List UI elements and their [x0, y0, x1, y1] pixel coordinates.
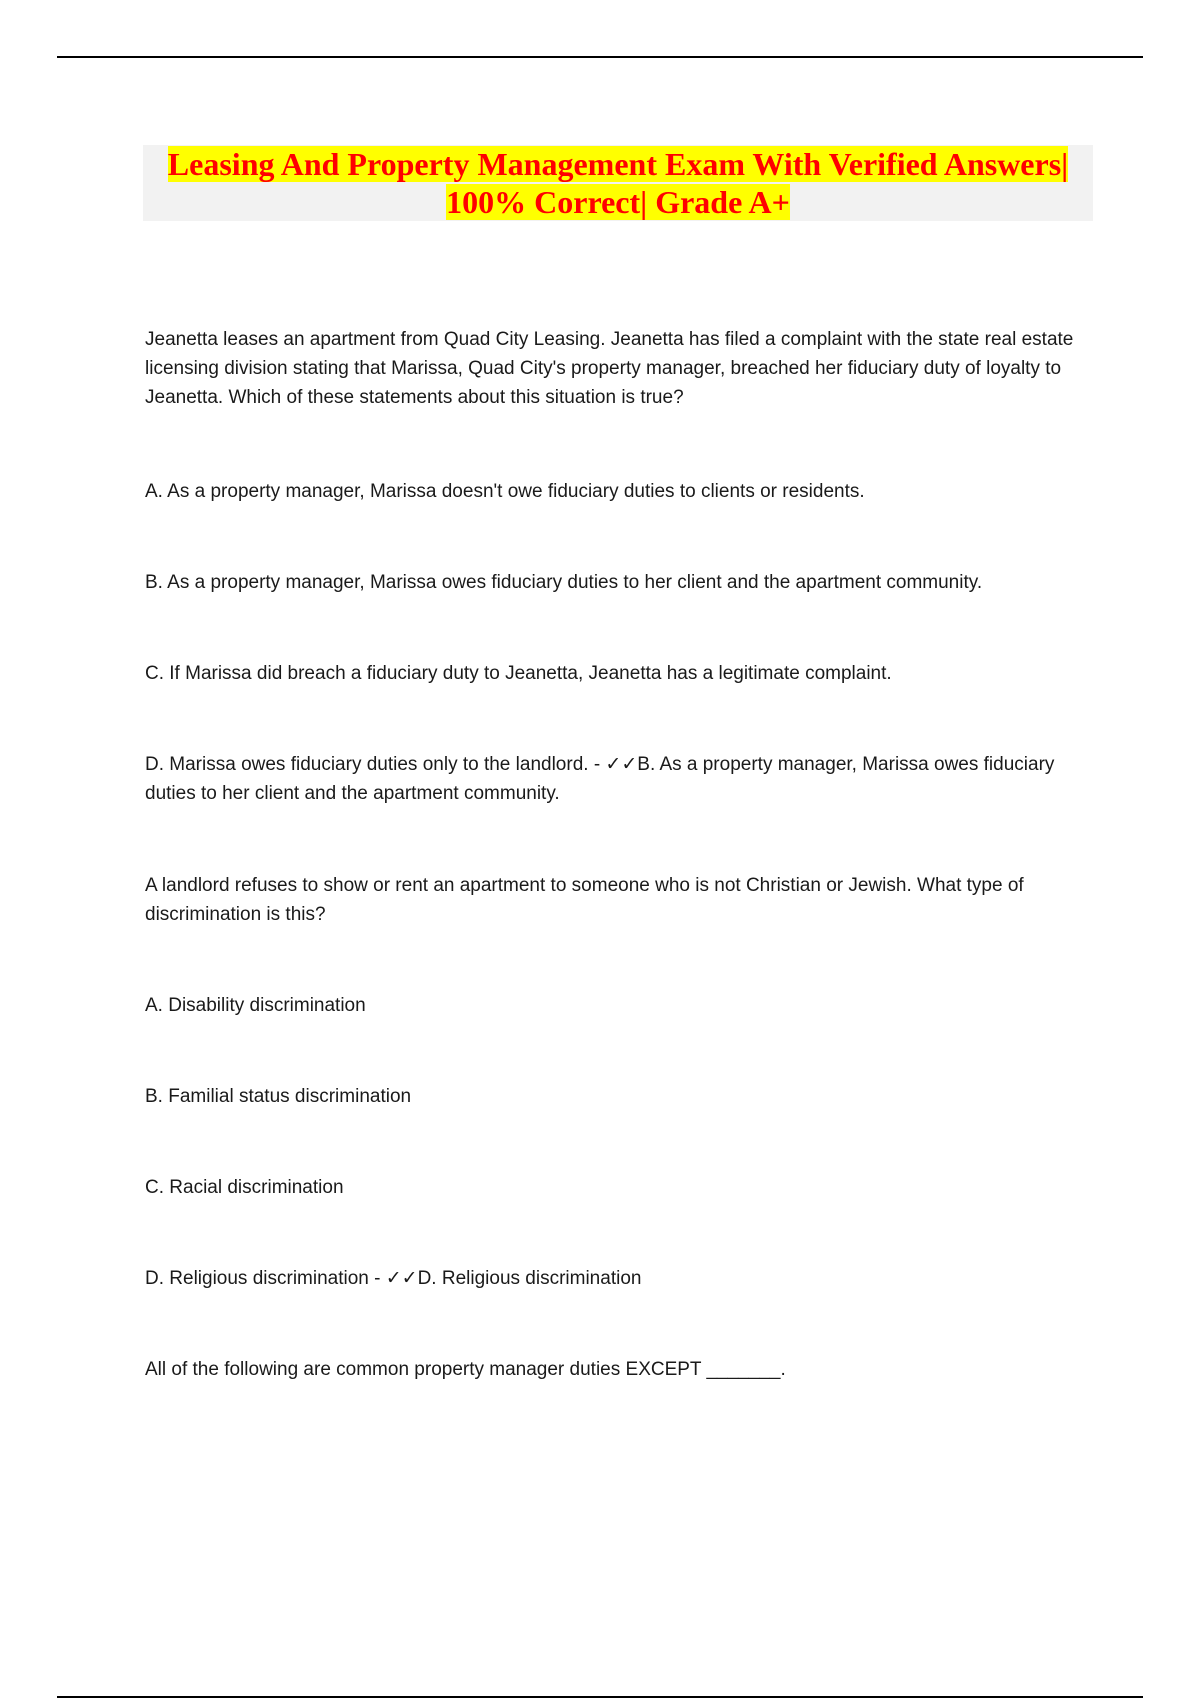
- top-rule: [57, 56, 1143, 58]
- question-2-option-d-answer: D. Religious discrimination - ✓✓D. Religious discrimination: [145, 1268, 642, 1289]
- question-2-option-b: B. Familial status discrimination: [145, 1086, 412, 1107]
- question-2-option-c: C. Racial discrimination: [145, 1177, 344, 1198]
- title-line-2: 100% Correct| Grade A+: [446, 184, 790, 220]
- question-1-option-d-answer: D. Marissa owes fiduciary duties only to the landlord. - ✓✓B. As a property manager, Marissa owes fiduciary duties to her client and the apartment community.: [145, 754, 1055, 804]
- title-line-1: Leasing And Property Management Exam With Verified Answers|: [167, 146, 1069, 182]
- question-1-option-c: C. If Marissa did breach a fiduciary duty to Jeanetta, Jeanetta has a legitimate complaint.: [145, 663, 892, 684]
- document-title: [143, 145, 1093, 221]
- question-3-text: All of the following are common property manager duties EXCEPT _______.: [145, 1359, 786, 1380]
- question-2-option-a: A. Disability discrimination: [145, 995, 366, 1016]
- question-1-option-a: A. As a property manager, Marissa doesn't owe fiduciary duties to clients or residents.: [145, 481, 865, 502]
- question-1-option-b: B. As a property manager, Marissa owes fiduciary duties to her client and the apartment community.: [145, 572, 983, 593]
- question-1-text: Jeanetta leases an apartment from Quad City Leasing. Jeanetta has filed a complaint with the state real estate licensing division stating that Marissa, Quad City's property manager, breached her fiduciary duty of loyalty to Jeanetta. Which of these statements about this situation is true?: [145, 329, 1074, 408]
- bottom-rule: [57, 1696, 1143, 1698]
- question-2-text: A landlord refuses to show or rent an apartment to someone who is not Christian or Jewish. What type of discrimination is this?: [145, 875, 1024, 925]
